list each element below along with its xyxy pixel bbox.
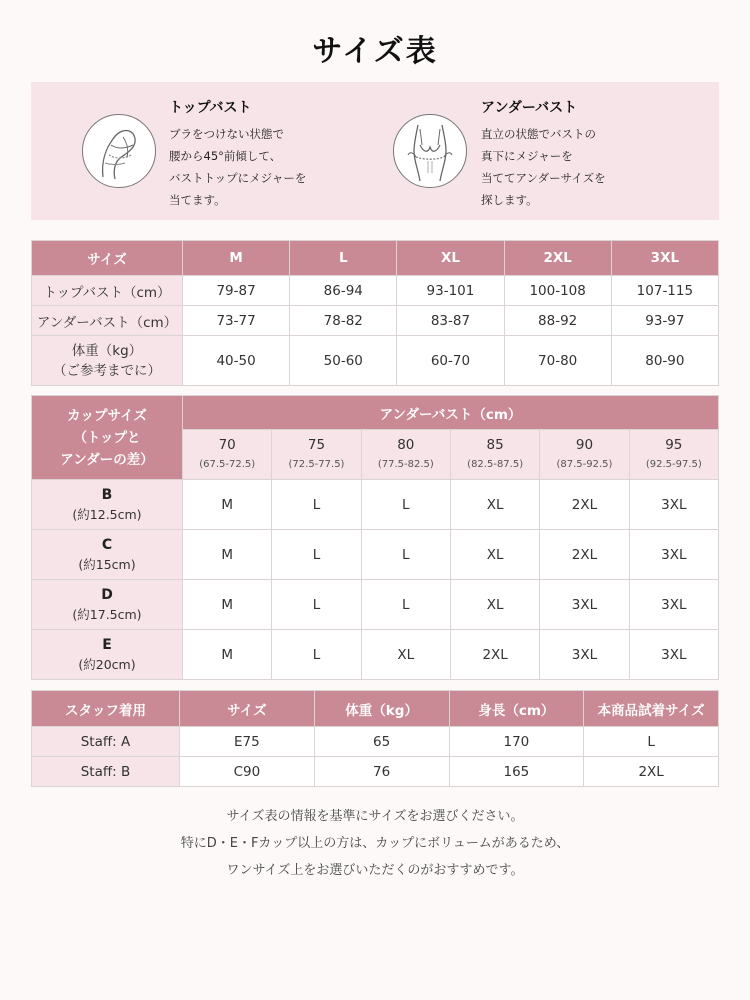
table-cell: 3XL xyxy=(629,580,718,630)
column-header: XL xyxy=(397,241,504,276)
table-cell: 2XL xyxy=(540,480,629,530)
cup-diff: (約15cm) xyxy=(78,556,136,572)
top-bust-line: バストトップにメジャーを xyxy=(169,171,307,185)
under-size-cell xyxy=(361,430,450,480)
row-label: Staff: A xyxy=(32,727,180,757)
under-range: (87.5-92.5) xyxy=(556,458,613,470)
table-cell: M xyxy=(183,530,272,580)
table-cell: 2XL xyxy=(584,757,719,787)
under-value: 80 xyxy=(397,436,415,453)
table-cell: 3XL xyxy=(629,530,718,580)
table-row xyxy=(32,580,719,630)
table-cell: L xyxy=(272,630,361,680)
row-label-line: 体重（kg） xyxy=(71,342,143,359)
table-cell: 50-60 xyxy=(290,336,397,386)
table-row xyxy=(32,276,719,306)
table-cell: 70-80 xyxy=(504,336,611,386)
table-cell: 2XL xyxy=(540,530,629,580)
table-cell: 79-87 xyxy=(183,276,290,306)
top-bust-line: 当てます。 xyxy=(169,193,226,207)
under-value: 95 xyxy=(665,436,683,453)
column-header: 身長（cm） xyxy=(449,691,584,727)
cup-diff: (約12.5cm) xyxy=(72,506,142,522)
table-row xyxy=(32,630,719,680)
cup-letter: B xyxy=(101,486,113,503)
cup-letter: C xyxy=(101,536,113,553)
table-cell: XL xyxy=(450,580,539,630)
column-header: サイズ xyxy=(180,691,315,727)
table-cell: 93-97 xyxy=(611,306,718,336)
size-table-header xyxy=(32,241,719,276)
column-header: サイズ xyxy=(32,241,183,276)
table-cell: 83-87 xyxy=(397,306,504,336)
table-row xyxy=(32,530,719,580)
top-bust-title: トップバスト xyxy=(169,100,252,116)
column-header: 3XL xyxy=(611,241,718,276)
table-cell: 65 xyxy=(314,727,449,757)
under-value: 85 xyxy=(486,436,504,453)
cup-corner-header xyxy=(32,396,183,480)
table-cell: 3XL xyxy=(629,480,718,530)
corner-line: アンダーの差） xyxy=(60,451,154,468)
page-title: サイズ表 xyxy=(312,34,438,69)
table-cell: C90 xyxy=(180,757,315,787)
row-label xyxy=(32,336,183,386)
table-cell: L xyxy=(272,580,361,630)
cup-label xyxy=(32,580,183,630)
top-bust-line: ブラをつけない状態で xyxy=(169,127,284,141)
cup-label xyxy=(32,530,183,580)
table-cell: L xyxy=(361,580,450,630)
under-bust-line: 探します。 xyxy=(481,193,538,207)
column-header: L xyxy=(290,241,397,276)
row-label-line: （ご参考までに） xyxy=(53,362,161,379)
table-row xyxy=(32,336,719,386)
table-row xyxy=(32,727,719,757)
table-cell: L xyxy=(272,480,361,530)
under-size-cell xyxy=(450,430,539,480)
table-cell: L xyxy=(584,727,719,757)
under-bust-title: アンダーバスト xyxy=(481,100,578,116)
row-label: アンダーバスト（cm） xyxy=(32,306,183,336)
column-header: スタッフ着用 xyxy=(32,691,180,727)
top-bust-line: 腰から45°前傾して、 xyxy=(169,149,282,163)
table-row xyxy=(32,757,719,787)
corner-line: （トップと xyxy=(73,429,141,446)
table-cell: 78-82 xyxy=(290,306,397,336)
under-size-cell xyxy=(629,430,718,480)
table-cell: 73-77 xyxy=(183,306,290,336)
under-value: 70 xyxy=(218,436,236,453)
cup-diff: (約20cm) xyxy=(78,656,136,672)
cup-diff: (約17.5cm) xyxy=(72,606,142,622)
measurement-guide xyxy=(31,82,719,220)
table-cell: 86-94 xyxy=(290,276,397,306)
under-value: 75 xyxy=(307,436,326,453)
table-cell: M xyxy=(183,630,272,680)
table-cell: 60-70 xyxy=(397,336,504,386)
under-size-cell xyxy=(540,430,629,480)
column-header: 本商品試着サイズ xyxy=(584,691,719,727)
column-header: M xyxy=(183,241,290,276)
under-range: (67.5-72.5) xyxy=(199,458,256,470)
under-range: (77.5-82.5) xyxy=(377,458,434,470)
top-bust-description xyxy=(169,123,306,211)
under-range: (82.5-87.5) xyxy=(467,458,524,470)
table-cell: 165 xyxy=(449,757,584,787)
cup-table-header xyxy=(32,396,719,430)
column-header: 体重（kg） xyxy=(314,691,449,727)
under-bust-span-header: アンダーバスト（cm） xyxy=(183,396,719,430)
cup-label xyxy=(32,480,183,530)
table-row xyxy=(32,306,719,336)
table-cell: E75 xyxy=(180,727,315,757)
table-cell: 80-90 xyxy=(611,336,718,386)
table-cell: 76 xyxy=(314,757,449,787)
under-value: 90 xyxy=(575,436,594,453)
note-line: 特にD・E・Fカップ以上の方は、カップにボリュームがあるため、 xyxy=(180,836,570,851)
staff-table xyxy=(31,690,719,787)
under-range: (92.5-97.5) xyxy=(645,458,702,470)
column-header: 2XL xyxy=(504,241,611,276)
under-range: (72.5-77.5) xyxy=(288,458,345,470)
table-cell: 107-115 xyxy=(611,276,718,306)
cup-letter: D xyxy=(101,586,113,603)
table-cell: XL xyxy=(450,530,539,580)
corner-line: カップサイズ xyxy=(67,407,147,424)
under-bust-description xyxy=(481,123,606,211)
under-bust-line: 真下にメジャーを xyxy=(481,149,573,163)
table-cell: 100-108 xyxy=(504,276,611,306)
table-cell: 3XL xyxy=(540,630,629,680)
note-line: ワンサイズ上をお選びいただくのがおすすめです。 xyxy=(226,863,524,878)
cup-label xyxy=(32,630,183,680)
row-label: トップバスト（cm） xyxy=(32,276,183,306)
cup-letter: E xyxy=(102,636,112,653)
under-size-cell xyxy=(272,430,361,480)
under-bust-line: 直立の状態でバストの xyxy=(481,127,596,141)
table-cell: L xyxy=(361,480,450,530)
table-cell: 170 xyxy=(449,727,584,757)
size-table xyxy=(31,240,719,386)
table-cell: 93-101 xyxy=(397,276,504,306)
table-row xyxy=(32,480,719,530)
top-bust-illustration xyxy=(82,114,156,188)
staff-table-header xyxy=(32,691,719,727)
note-line: サイズ表の情報を基準にサイズをお選びください。 xyxy=(226,809,524,824)
table-cell: 3XL xyxy=(629,630,718,680)
table-cell: XL xyxy=(450,480,539,530)
under-size-cell xyxy=(183,430,272,480)
cup-size-table xyxy=(31,395,719,680)
under-bust-illustration xyxy=(393,114,467,188)
table-cell: 88-92 xyxy=(504,306,611,336)
table-cell: 40-50 xyxy=(183,336,290,386)
size-notes xyxy=(0,803,750,884)
row-label: Staff: B xyxy=(32,757,180,787)
table-cell: L xyxy=(361,530,450,580)
table-cell: L xyxy=(272,530,361,580)
table-cell: M xyxy=(183,580,272,630)
table-cell: XL xyxy=(361,630,450,680)
table-cell: M xyxy=(183,480,272,530)
table-cell: 2XL xyxy=(450,630,539,680)
table-cell: 3XL xyxy=(540,580,629,630)
under-bust-line: 当ててアンダーサイズを xyxy=(481,171,606,185)
